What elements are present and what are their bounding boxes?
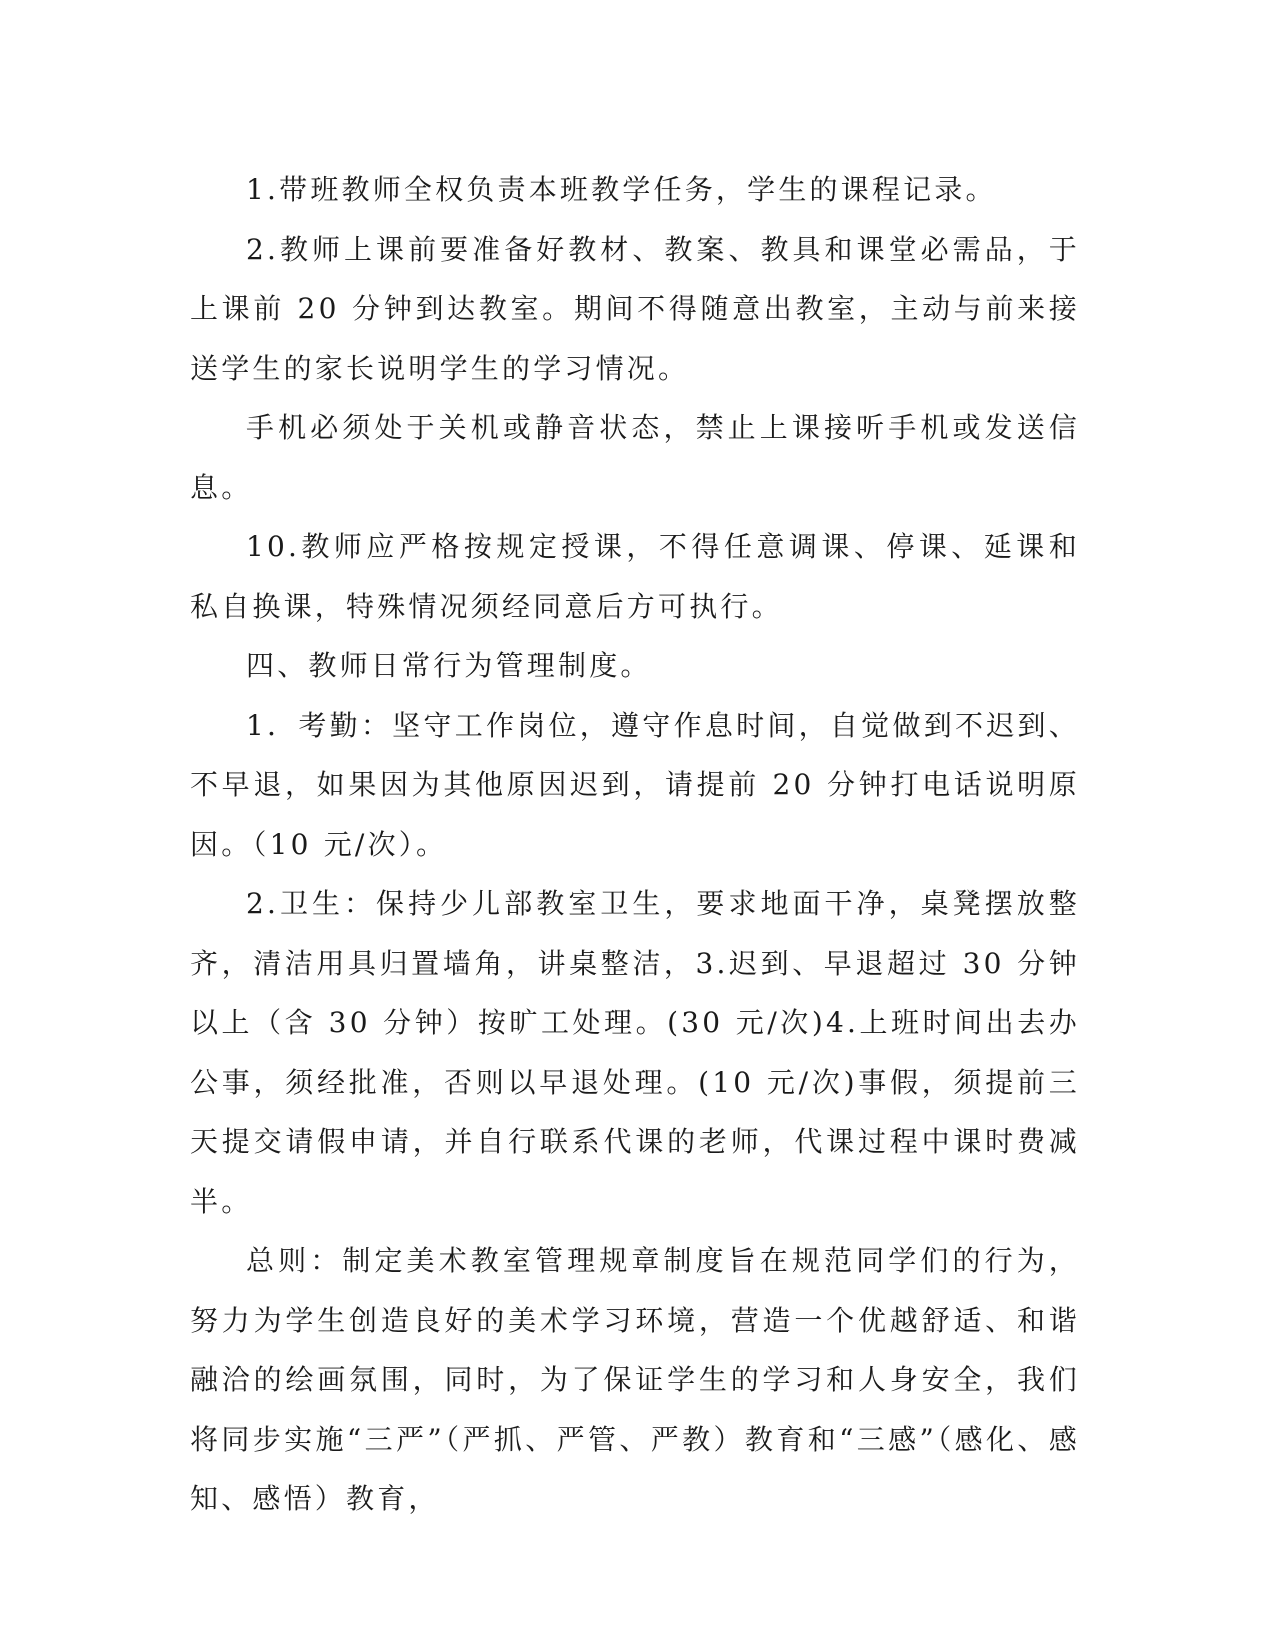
document-body — [190, 160, 1080, 1529]
section-heading-daily-conduct: 四、教师日常行为管理制度。 — [246, 649, 652, 682]
paragraph-general-principles: 总则：制定美术教室管理规章制度旨在规范同学们的行为，努力为学生创造良好的美术学习环境，营造一个优越舒适、和谐融洽的绘画氛围，同时，为了保证学生的学习和人身安全，我们将同步实施“三严”（严抓、严管、严教）教育和“三感”（感化、感知、感悟）教育， — [190, 1244, 1080, 1515]
paragraph-phone-rule: 手机必须处于关机或静音状态，禁止上课接听手机或发送信息。 — [190, 411, 1080, 504]
paragraph-attendance: 1．考勤：坚守工作岗位，遵守作息时间，自觉做到不迟到、不早退，如果因为其他原因迟到，请提前 20 分钟打电话说明原因。（10 元/次）。 — [190, 708, 1080, 861]
paragraph-teaching-schedule: 10.教师应严格按规定授课，不得任意调课、停课、延课和私自换课，特殊情况须经同意后方可执行。 — [190, 530, 1080, 623]
paragraph-hygiene-and-leave: 2.卫生：保持少儿部教室卫生，要求地面干净，桌凳摆放整齐，清洁用具归置墙角，讲桌整洁，3.迟到、早退超过 30 分钟以上（含 30 分钟）按旷工处理。(30 元/次)4.上班时间出去办公事，须经批准，否则以早退处理。(10 元/次)事假，须提前三天提交请假申请，并自行联系代课的老师，代课过程中课时费减半。 — [190, 887, 1080, 1218]
paragraph-teacher-responsibility: 1.带班教师全权负责本班教学任务，学生的课程记录。 — [246, 173, 997, 206]
paragraph-class-preparation: 2.教师上课前要准备好教材、教案、教具和课堂必需品，于上课前 20 分钟到达教室。期间不得随意出教室，主动与前来接送学生的家长说明学生的学习情况。 — [190, 232, 1080, 385]
